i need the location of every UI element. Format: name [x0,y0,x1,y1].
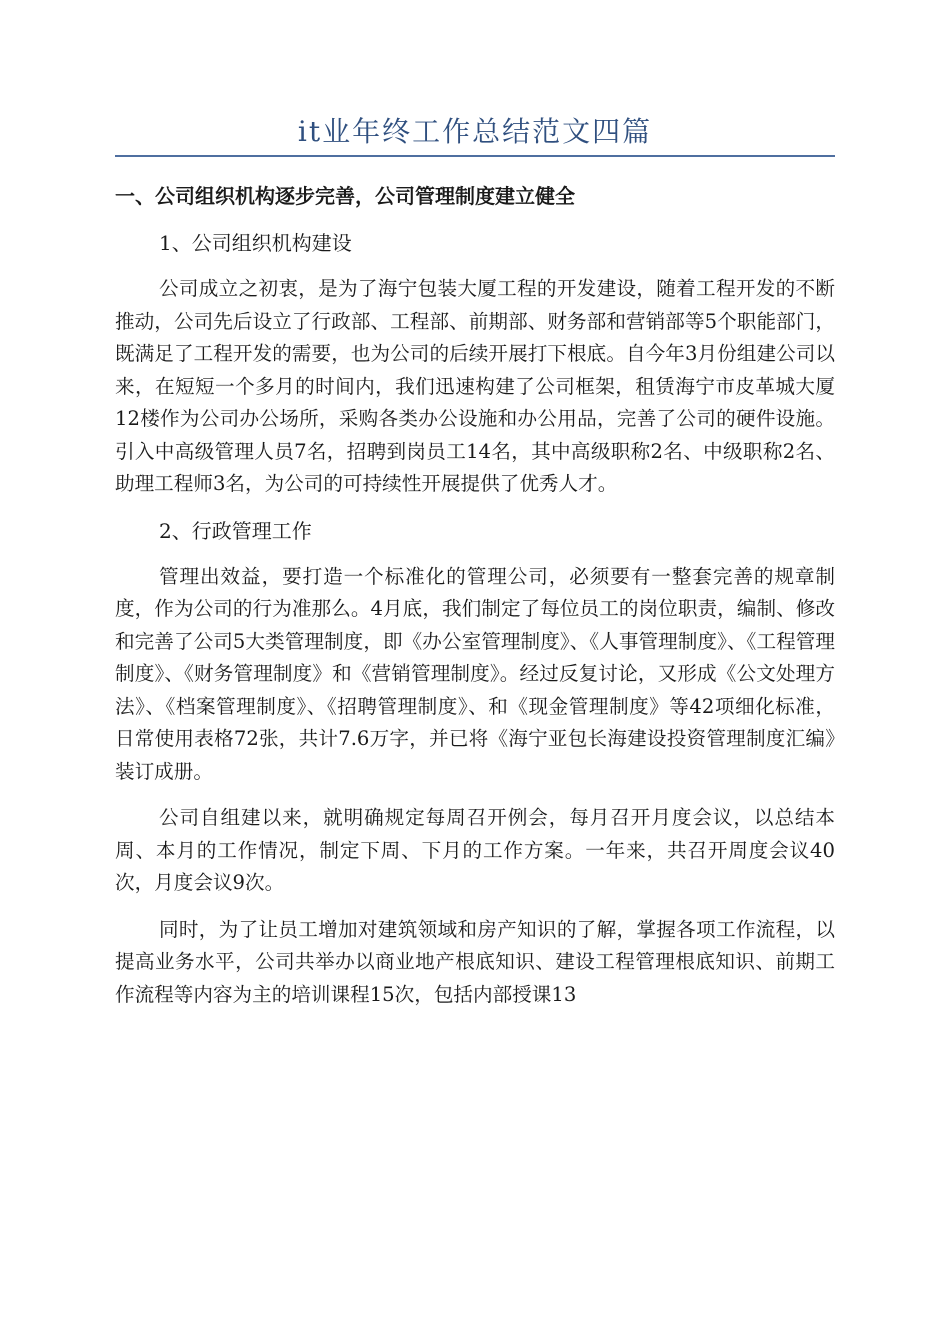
document-title: it业年终工作总结范文四篇 [297,115,653,148]
paragraph-meetings: 公司自组建以来，就明确规定每周召开例会，每月召开月度会议，以总结本周、本月的工作情况，制定下周、下月的工作方案。一年来，共召开周度会议40次，月度会议9次。 [115,806,835,894]
section-heading-1: 一、公司组织机构逐步完善，公司管理制度建立健全 [115,184,575,208]
subheading-admin-management: 2、行政管理工作 [159,518,312,543]
document-page [115,0,835,1011]
title-underline [115,155,835,157]
subheading-org-structure: 1、公司组织机构建设 [159,231,352,255]
paragraph-admin-rules: 管理出效益，要打造一个标准化的管理公司，必须要有一整套完善的规章制度，作为公司的行为准那么。4月底，我们制定了每位员工的岗位职责，编制、修改和完善了公司5大类管理制度，即《办公室管理制度》、《人事管理制度》、《工程管理制度》、《财务管理制度》和《营销管理制度》。经过反复讨论，又形成《公文处理方法》、《档案管理制度》、《招聘管理制度》、和《现金管理制度》等42项细化标准，日常使用表格72张，共计7.6万字，并已将《海宁亚包长海建设投资管理制度汇编》装订成册。 [115,564,835,783]
paragraph-training: 同时，为了让员工增加对建筑领域和房产知识的了解，掌握各项工作流程，以提高业务水平，公司共举办以商业地产根底知识、建设工程管理根底知识、前期工作流程等内容为主的培训课程15次，包括内部授课13 [115,917,835,1006]
paragraph-org-structure: 公司成立之初衷，是为了海宁包装大厦工程的开发建设，随着工程开发的不断推动，公司先后设立了行政部、工程部、前期部、财务部和营销部等5个职能部门，既满足了工程开发的需要，也为公司的后续开展打下根底。自今年3月份组建公司以来，在短短一个多月的时间内，我们迅速构建了公司框架，租赁海宁市皮革城大厦12楼作为公司办公场所，采购各类办公设施和办公用品，完善了公司的硬件设施。引入中高级管理人员7名，招聘到岗员工14名，其中高级职称2名、中级职称2名、助理工程师3名，为公司的可持续性开展提供了优秀人才。 [115,277,835,495]
